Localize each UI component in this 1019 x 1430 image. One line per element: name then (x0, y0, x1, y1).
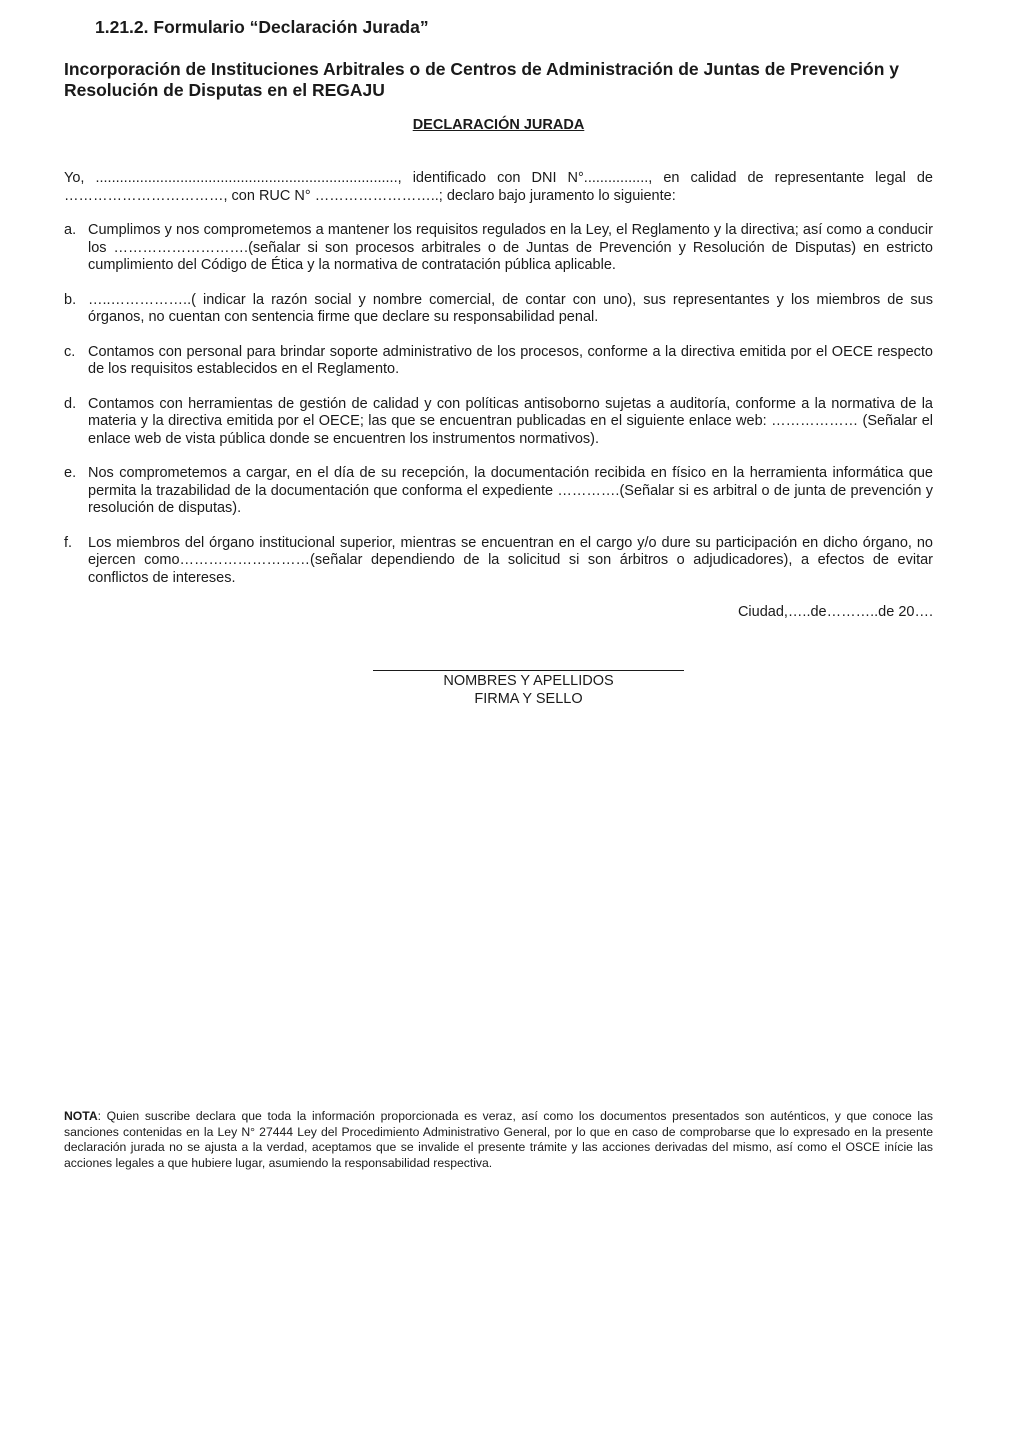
item-text: Nos comprometemos a cargar, en el día de su recepción, la documentación recibida en físico en la herramienta informática que permita la trazabilidad de la documentación que conforma el expediente ………….(Señalar si es arbitral o de junta de prevención y resolución de disputas). (88, 465, 933, 516)
declaration-item-d (64, 396, 933, 449)
item-text: Los miembros del órgano institucional superior, mientras se encuentran en el cargo y/o dure su participación en dicho órgano, no ejercen como………………………(señalar dependiendo de la solicitud si son árbitros o adjudicadores), a efectos de evitar conflictos de intereses. (88, 534, 933, 586)
legal-note (64, 1109, 933, 1171)
item-marker: c. (64, 343, 76, 360)
intro-paragraph: Yo, ..........................................................................., identificado con DNI N°................, en calidad de representante legal de ……………………………, con RUC N° ……………………..; declaro bajo juramento lo siguiente: (64, 170, 933, 204)
note-label: NOTA (64, 1109, 98, 1123)
declaration-items-list (64, 222, 933, 604)
signature-name-label: NOMBRES Y APELLIDOS (443, 673, 614, 689)
declaration-item-b (64, 292, 933, 327)
item-marker: b. (64, 291, 77, 308)
declaration-item-a (64, 222, 933, 275)
item-marker: e. (64, 465, 77, 481)
signature-block (373, 656, 684, 708)
declaration-title: DECLARACIÓN JURADA (412, 117, 585, 133)
item-marker: f. (64, 534, 73, 551)
item-text: Contamos con personal para brindar soporte administrativo de los procesos, conforme a la directiva emitida por el OECE respecto de los requisitos establecidos en el Reglamento. (88, 343, 933, 377)
item-text: …..……………..( indicar la razón social y nombre comercial, de contar con uno), sus representantes y los miembros de sus órganos, no cuentan con sentencia firme que declare su responsabilidad penal. (88, 291, 933, 325)
place-date-line: Ciudad,…..de………..de 20…. (737, 604, 933, 620)
item-text: Contamos con herramientas de gestión de calidad y con políticas antisoborno sujetas a auditoría, conforme a la normativa de la materia y la directiva emitida por el OECE; las que se encuentran publicadas en el siguiente enlace web: ……………… (Señalar el enlace web de vista pública donde se encuentren los instrumentos normativos). (88, 395, 933, 447)
section-number-title: 1.21.2. Formulario “Declaración Jurada” (95, 17, 429, 37)
declaration-item-e (64, 465, 933, 518)
signature-sign-label: FIRMA Y SELLO (474, 690, 583, 707)
note-text: : Quien suscribe declara que toda la información proporcionada es veraz, así como los documentos presentados son auténticos, y que conoce las sanciones contenidas en la Ley N° 27444 Ley del Procedimiento Administrativo General, por lo que en caso de comprobarse que lo expresado en la presente declaración jurada no se ajusta a la verdad, aceptamos que se invalide el presente trámite y las acciones derivadas del mismo, así como el OSCE inície las acciones legales a que hubiere lugar, asumiendo la responsabilidad respectiva. (64, 1109, 933, 1170)
item-marker: a. (64, 222, 77, 238)
declaration-item-f (64, 535, 933, 588)
signature-line (373, 670, 684, 671)
item-text: Cumplimos y nos comprometemos a mantener los requisitos regulados en la Ley, el Reglamento y la directiva; así como a conducir los ……………………….(señalar si son procesos arbitrales o de Juntas de Prevención y Resolución de Disputas) en estricto cumplimiento del Código de Ética y la normativa de contratación pública aplicable. (88, 222, 933, 273)
declaration-item-c (64, 344, 933, 379)
form-heading: Incorporación de Instituciones Arbitrales o de Centros de Administración de Juntas de Prevención y Resolución de Disputas en el REGAJU (64, 59, 900, 100)
item-marker: d. (64, 395, 77, 412)
